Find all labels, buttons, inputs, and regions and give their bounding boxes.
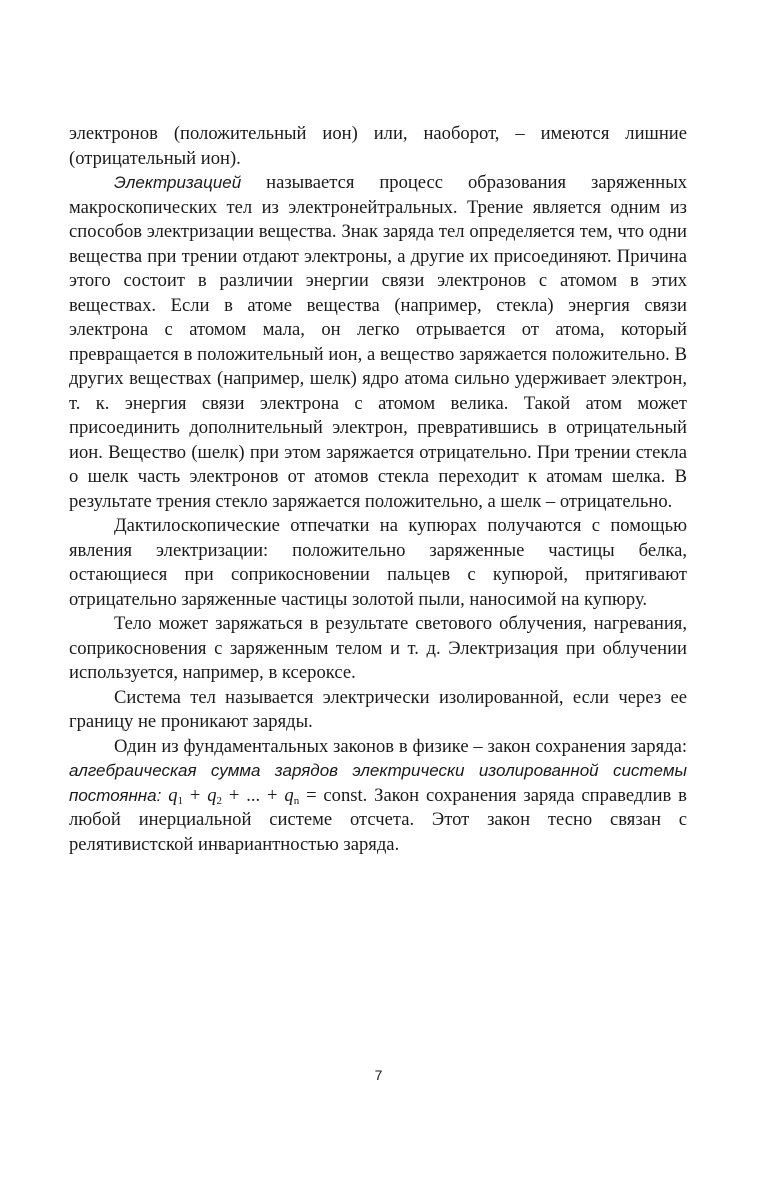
law-statement: алгебраическая сумма зарядов электрически изолированной системы постоянна [69,761,687,805]
body-text [69,122,687,857]
formula-sub-1: 1 [177,794,183,807]
paragraph-1-text: электронов (положительный ион) или, наоборот, – имеются лишние (отрицательный ион). [69,123,687,169]
paragraph-1 [69,122,687,171]
formula-plus-3: + [267,784,278,806]
paragraph-2 [69,171,687,514]
page-number: 7 [374,1067,383,1083]
formula-sub-n: n [293,794,300,807]
paragraph-6 [69,735,687,858]
formula-q2: q [207,784,217,806]
paragraph-5 [69,686,687,735]
paragraph-3-text: Дактилоскопические отпечатки на купюрах получаются с помощью явления электризации: положительно заряженные частицы белка, остающиеся при соприкосновении пальцев с купюрой, притягивают отрицательно заряженные частицы золотой пыли, наносимой на купюру. [69,515,687,610]
paragraph-4 [69,612,687,686]
term-electrization: Электризацией [114,173,242,192]
paragraph-6-text-before: Один из фундаментальных законов в физике – закон сохранения заряда: [114,735,687,757]
paragraph-3 [69,514,687,612]
formula-qn: q [284,784,294,806]
formula-sub-2: 2 [216,794,223,807]
law-colon: : [156,785,162,805]
formula-const: const [323,784,363,806]
formula-period: . [362,784,368,806]
formula-equals: = [306,784,317,806]
paragraph-6-text-after: Закон сохранения заряда справедлив в любой инерциальной системе отсчета. Этот закон тесно связан с релятивистской инвариантностью заряда. [69,784,687,855]
formula-plus-2: + [228,784,240,806]
paragraph-4-text: Тело может заряжаться в результате светового облучения, нагревания, соприкосновения с заряженным телом и т. д. Электризация при облучении используется, например, в ксероксе. [69,613,687,683]
paragraph-2-text: называется процесс образования заряженных макроскопических тел из электронейтральных. Трение является одним из способов электризации вещества. Знак заряда тел определяется тем, что одни вещества при трении отдают электроны, а другие их присоединяют. Причина этого состоит в различии энергии связи электронов с атомом в этих веществах. Если в атоме вещества (например, стекла) энергия связи электрона с атомом мала, он легко отрывается от атома, который превращается в положительный ион, а вещество заряжается положительно. В других веществах (например, шелк) ядро атома сильно удерживает электрон, т. к. энергия связи электрона с атомом велика. Такой атом может присоединить дополнительный электрон, превратившись в отрицательный ион. Вещество (шелк) при этом заряжается отрицательно. При трении стекла о шелк часть электронов от атомов стекла переходит к атомам шелка. В результате трения стекло заряжается положительно, а шелк – отрицательно. [69,172,687,512]
paragraph-5-text: Система тел называется электрически изолированной, если через ее границу не проникают заряды. [69,686,687,732]
charge-conservation-formula [168,785,367,806]
formula-plus-1: + [189,784,201,806]
formula-ellipsis: ... [246,784,261,806]
formula-q1: q [168,784,178,806]
